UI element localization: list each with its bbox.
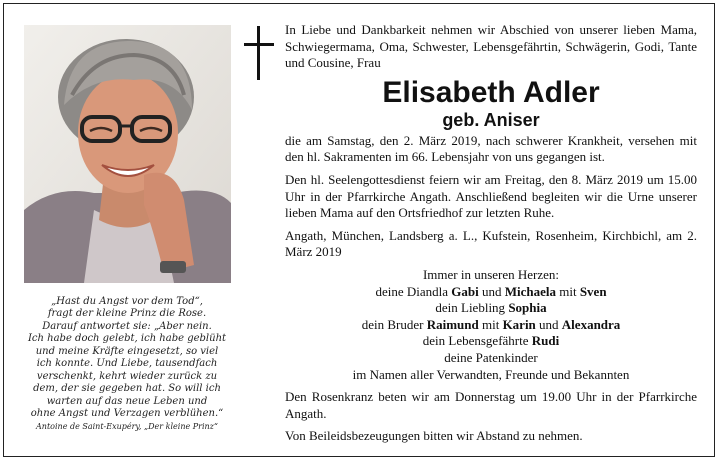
family-heading: Immer in unseren Herzen: xyxy=(422,266,560,282)
notice-text xyxy=(285,22,697,445)
rosary-text: Den Rosenkranz beten wir am Donnerstag um 19.00 Uhr in der Pfarrkirche Angath. xyxy=(285,389,697,421)
quote-line: warten auf das neue Leben und xyxy=(46,395,208,407)
family-row: dein Lebensgefährte Rudi xyxy=(422,333,560,349)
quote-line: fragt der kleine Prinz die Rose. xyxy=(47,308,207,320)
condolence-text: Von Beileidsbezeugungen bitten wir Abstand zu nehmen. xyxy=(285,428,583,444)
quote-line: ohne Angst und Verzagen verblühen.“ xyxy=(30,408,224,420)
portrait-icon xyxy=(24,25,231,283)
family-list xyxy=(285,267,697,383)
portrait-photo xyxy=(24,25,231,283)
mass-text: Den hl. Seelengottesdienst feiern wir am Freitag, den 8. März 2019 um 15.00 Uhr in der Pfarrkirche Angath. Anschließend begleiten wir die Urne unserer lieben Mama auf den Ortsfriedhof zur letzten Ruhe. xyxy=(285,171,697,221)
intro-text: In Liebe und Dankbarkeit nehmen wir Abschied von unserer lieben Mama, Schwiegermama, Oma, Schwester, Lebensgefährtin, Schwägerin, Godi, Tante und Cousine, Frau xyxy=(285,22,697,71)
quote-block xyxy=(18,296,236,432)
deceased-name: Elisabeth Adler xyxy=(382,75,600,109)
quote-line: Ich habe doch gelebt, ich habe geblüht xyxy=(27,333,227,345)
family-row: dein Liebling Sophia xyxy=(435,300,547,316)
family-row: deine Patenkinder xyxy=(444,349,538,365)
family-row: deine Diandla Gabi und Michaela mit Sven xyxy=(375,283,607,299)
quote-line: ich konnte. Und Liebe, tausendfach xyxy=(36,358,218,370)
quote-author: Antoine de Saint-Exupéry, „Der kleine Prinz“ xyxy=(36,421,218,431)
birth-name: geb. Aniser xyxy=(442,109,540,130)
family-row: im Namen aller Verwandten, Freunde und Bekannten xyxy=(352,366,630,382)
quote-line: verschenkt, kehrt wieder zurück zu xyxy=(36,370,218,382)
death-text: die am Samstag, den 2. März 2019, nach schwerer Krankheit, versehen mit den hl. Sakramenten im 66. Lebensjahr von uns gegangen ist. xyxy=(285,132,697,165)
quote-line: und meine Kräfte eingesetzt, so viel xyxy=(35,345,219,357)
quote-line: Darauf antwortet sie: „Aber nein. xyxy=(42,320,212,332)
quote-line: „Hast du Angst vor dem Tod“, xyxy=(51,296,203,307)
places-date: Angath, München, Landsberg a. L., Kufstein, Rosenheim, Kirchbichl, am 2. März 2019 xyxy=(285,227,697,260)
cross-icon xyxy=(244,26,274,80)
quote-line: dem, der sie gegeben hat. So will ich xyxy=(33,383,221,395)
family-row: dein Bruder Raimund mit Karin und Alexandra xyxy=(361,316,621,332)
